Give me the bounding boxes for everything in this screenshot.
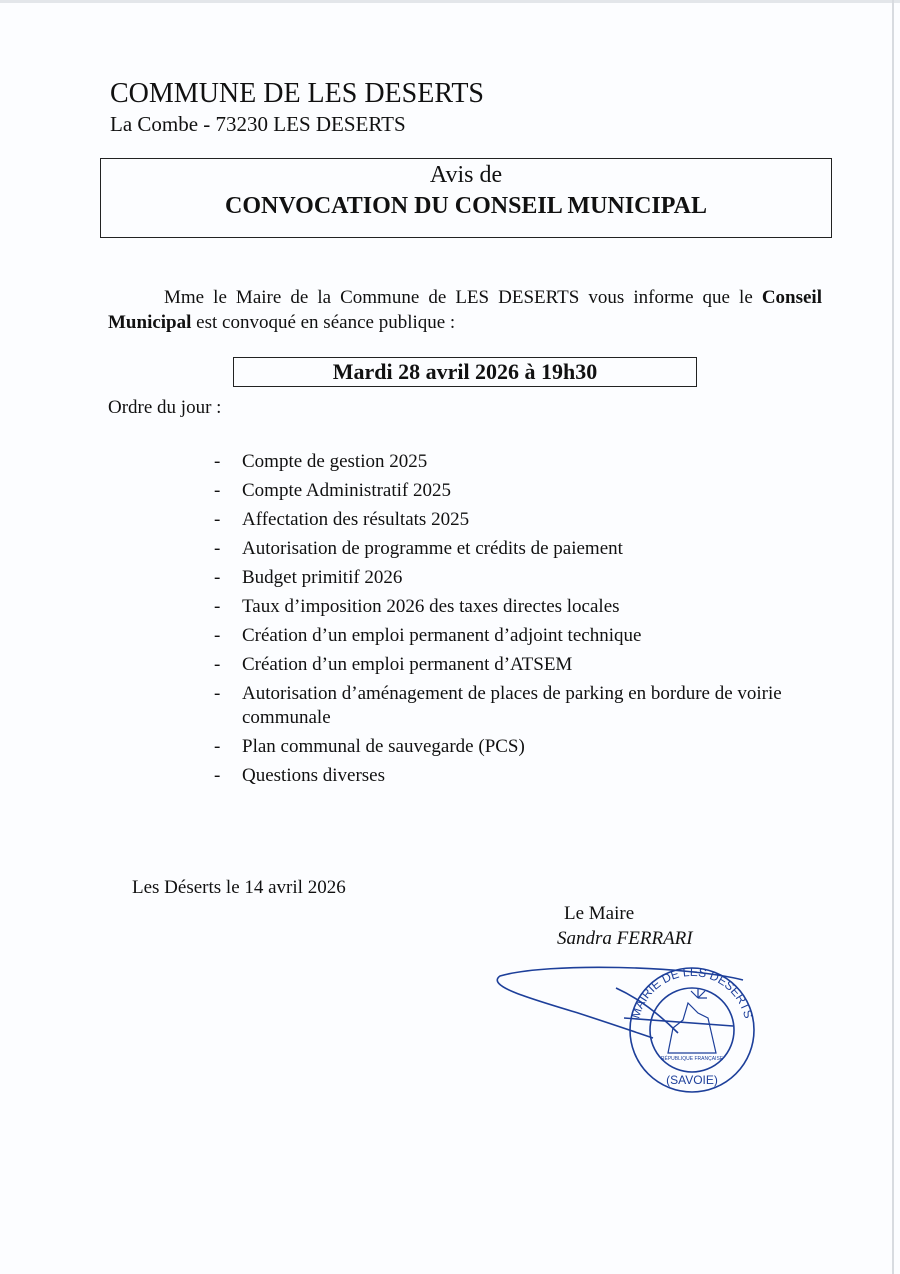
signatory-role: Le Maire [564, 903, 635, 924]
agenda-item [210, 764, 810, 788]
agenda-item [210, 508, 810, 532]
agenda-item-text: Autorisation d’aménagement de places de parking en bordure de voirie communale [242, 683, 782, 728]
intro-text: Mme le Maire de la Commune de LES DESERTS vous informe que le [164, 287, 762, 308]
agenda-item-text: Budget primitif 2026 [242, 567, 403, 588]
intro-paragraph [108, 285, 822, 335]
notice-line1: Avis de [429, 162, 503, 188]
agenda-item-text: Création d’un emploi permanent d’adjoint technique [242, 625, 642, 646]
bullet-dash: - [214, 509, 221, 530]
meeting-date: Mardi 28 avril 2026 à 19h30 [332, 359, 598, 384]
agenda-item [210, 595, 810, 619]
bullet-dash: - [214, 538, 221, 559]
agenda-item [210, 624, 810, 648]
agenda-item-text: Taux d’imposition 2026 des taxes directes locales [242, 596, 620, 617]
agenda-list [210, 450, 810, 793]
commune-address: La Combe - 73230 LES DESERTS [110, 112, 406, 136]
scan-edge-top [0, 0, 900, 3]
agenda-item-text: Autorisation de programme et crédits de paiement [242, 538, 623, 559]
agenda-item [210, 450, 810, 474]
bullet-dash: - [214, 451, 221, 472]
agenda-item-text: Compte de gestion 2025 [242, 451, 428, 472]
bullet-dash: - [214, 736, 221, 757]
notice-title-box [100, 158, 832, 238]
bullet-dash: - [214, 683, 221, 704]
agenda-item-text: Compte Administratif 2025 [242, 480, 451, 501]
bullet-dash: - [214, 765, 221, 786]
bullet-dash: - [214, 654, 221, 675]
agenda-title: Ordre du jour : [108, 397, 222, 418]
stamp-top-text: MAIRIE DE LES DESERTS [628, 964, 756, 1020]
bullet-dash: - [214, 596, 221, 617]
agenda-item [210, 653, 810, 677]
bullet-dash: - [214, 567, 221, 588]
agenda-item-text: Plan communal de sauvegarde (PCS) [242, 736, 525, 757]
intro-text-end: est convoqué en séance publique : [191, 312, 456, 333]
notice-title: CONVOCATION DU CONSEIL MUNICIPAL [224, 193, 707, 219]
agenda-item [210, 682, 810, 730]
signatory-name: Sandra FERRARI [557, 928, 693, 949]
mayor-stamp-signature [488, 958, 768, 1098]
stamp-bottom-text: (SAVOIE) [666, 1073, 718, 1087]
agenda-item [210, 735, 810, 759]
agenda-item-text: Création d’un emploi permanent d’ATSEM [242, 654, 573, 675]
stamp-emblem [668, 1003, 716, 1053]
agenda-item [210, 479, 810, 503]
scan-edge-right [892, 0, 894, 1274]
commune-name: COMMUNE DE LES DESERTS [110, 78, 485, 109]
meeting-date-box [233, 357, 697, 387]
agenda-item-text: Questions diverses [242, 765, 386, 786]
stamp-ribbon-text: RÉPUBLIQUE FRANÇAISE [660, 1056, 724, 1062]
bullet-dash: - [214, 480, 221, 501]
intro-bold: Conseil Municipal [108, 287, 822, 333]
place-date: Les Déserts le 14 avril 2026 [132, 877, 346, 898]
agenda-item [210, 537, 810, 561]
agenda-item-text: Affectation des résultats 2025 [242, 509, 470, 530]
agenda-item [210, 566, 810, 590]
bullet-dash: - [214, 625, 221, 646]
